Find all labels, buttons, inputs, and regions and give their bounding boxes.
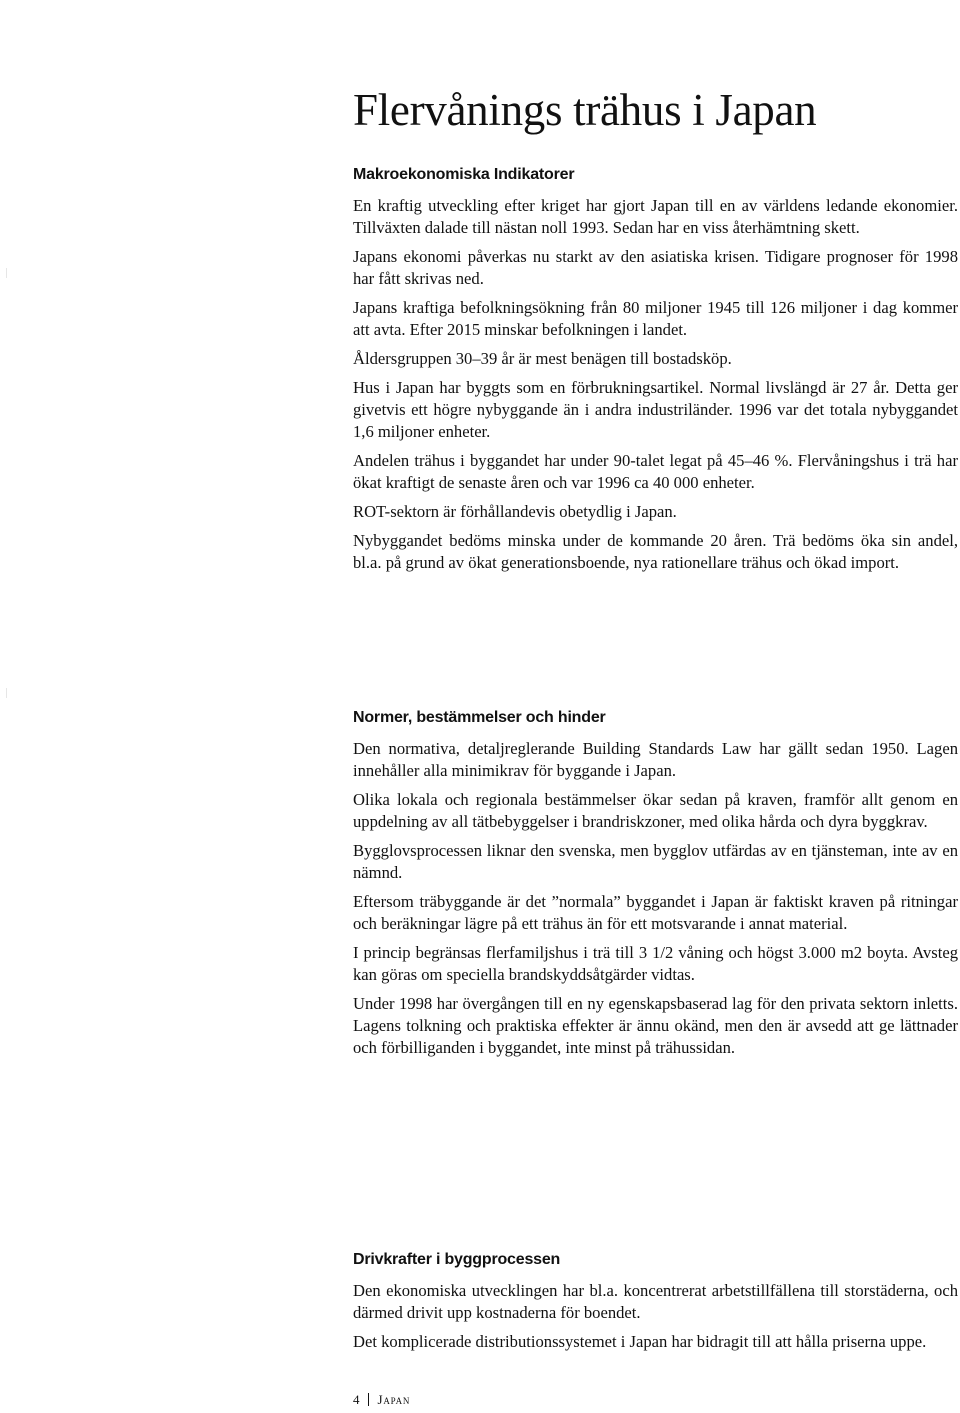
paragraph: ROT-sektorn är förhållandevis obetydlig i Japan.	[353, 502, 677, 521]
page-number: 4	[353, 1392, 360, 1407]
footer-divider	[368, 1393, 369, 1406]
footer-label: Japan	[377, 1392, 411, 1407]
paragraph: Nybyggandet bedöms minska under de kommande 20 åren. Trä bedöms öka sin andel, bl.a. på grund av ökat generationsboende, nya rationellare trähus och ökad import.	[353, 531, 958, 572]
page-footer	[353, 1392, 410, 1408]
section-drivkrafter-i-byggprocessen	[353, 1250, 958, 1360]
paragraph: Hus i Japan har byggts som en förbrukningsartikel. Normal livslängd är 27 år. Detta ger givetvis ett högre nybyggande än i andra industriländer. 1996 var det totala nybyggandet 1,6 miljoner enheter.	[353, 378, 958, 441]
paragraph: Eftersom träbyggande är det ”normala” byggandet i Japan är faktiskt kraven på ritningar och beräkningar lägre på ett trähus än för ett motsvarande i annat material.	[353, 892, 958, 933]
paragraph: Andelen trähus i byggandet har under 90-talet legat på 45–46 %. Flervåningshus i trä har ökat kraftigt de senaste åren och var 1996 ca 40 000 enheter.	[353, 451, 958, 492]
paragraph: Åldersgruppen 30–39 år är mest benägen till bostadsköp.	[353, 349, 732, 368]
section-makroekonomiska-indikatorer	[353, 165, 958, 581]
scan-margin-mark	[6, 688, 7, 698]
paragraph: Under 1998 har övergången till en ny egenskapsbaserad lag för den privata sektorn inletts. Lagens tolkning och praktiska effekter är ännu okänd, men den är avsedd att ge lättnader och förbilliganden i byggandet, inte minst på trähussidan.	[353, 994, 958, 1057]
paragraph: Japans kraftiga befolkningsökning från 80 miljoner 1945 till 126 miljoner i dag kommer att avta. Efter 2015 minskar befolkningen i landet.	[353, 298, 958, 339]
paragraph: Bygglovsprocessen liknar den svenska, men bygglov utfärdas av en tjänsteman, inte av en nämnd.	[353, 841, 958, 882]
paragraph: Japans ekonomi påverkas nu starkt av den asiatiska krisen. Tidigare prognoser för 1998 har fått skrivas ned.	[353, 247, 958, 288]
paragraph: En kraftig utveckling efter kriget har gjort Japan till en av världens ledande ekonomier. Tillväxten dalade till nästan noll 1993. Sedan har en viss återhämtning skett.	[353, 196, 958, 237]
section-heading: Normer, bestämmelser och hinder	[353, 709, 606, 726]
scan-margin-mark	[6, 268, 7, 278]
section-heading: Makroekonomiska Indikatorer	[353, 166, 575, 183]
paragraph: Olika lokala och regionala bestämmelser ökar sedan på kraven, framför allt genom en uppdelning av all tätbebyggelser i brandriskzoner, med olika hårda och dyra byggkrav.	[353, 790, 958, 831]
paragraph: Den normativa, detaljreglerande Building Standards Law har gällt sedan 1950. Lagen innehåller alla minimikrav för byggande i Japan.	[353, 739, 958, 780]
paragraph: Den ekonomiska utvecklingen har bl.a. koncentrerat arbetstillfällena till storstäderna, och därmed drivit upp kostnaderna för boendet.	[353, 1281, 958, 1322]
section-heading: Drivkrafter i byggprocessen	[353, 1251, 561, 1268]
paragraph: Det komplicerade distributionssystemet i Japan har bidragit till att hålla priserna uppe.	[353, 1332, 927, 1351]
page-title: Flervånings trähus i Japan	[353, 85, 817, 135]
section-normer-bestammelser-och-hinder	[353, 708, 958, 1066]
paragraph: I princip begränsas flerfamiljshus i trä till 3 1/2 våning och högst 3.000 m2 boyta. Avsteg kan göras om speciella brandskyddsåtgärder vidtas.	[353, 943, 958, 984]
